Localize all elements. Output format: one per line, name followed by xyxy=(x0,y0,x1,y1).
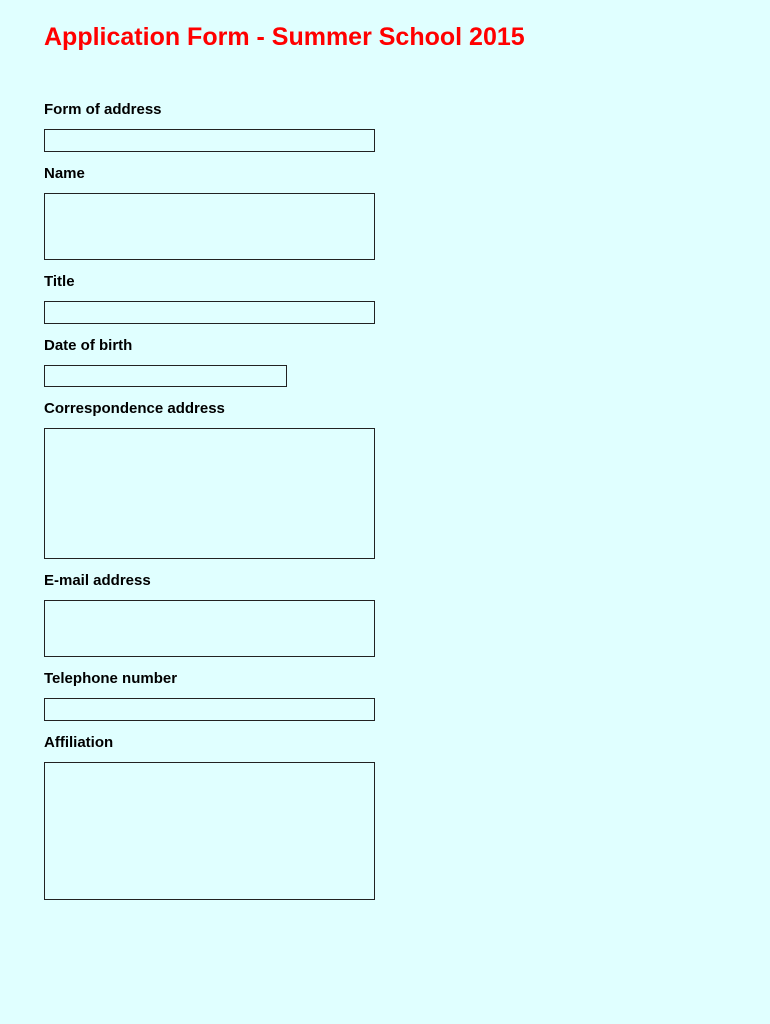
page-title: Application Form - Summer School 2015 xyxy=(44,23,525,51)
correspondence-address-label: Correspondence address xyxy=(44,400,225,417)
affiliation-input[interactable] xyxy=(44,762,375,900)
email-address-label: E-mail address xyxy=(44,572,151,589)
email-address-input[interactable] xyxy=(44,600,375,657)
name-input[interactable] xyxy=(44,193,375,260)
telephone-number-label: Telephone number xyxy=(44,670,178,687)
correspondence-address-input[interactable] xyxy=(44,428,375,559)
form-of-address-input[interactable] xyxy=(44,129,375,152)
form-of-address-label: Form of address xyxy=(44,101,162,118)
name-label: Name xyxy=(44,165,85,182)
title-input[interactable] xyxy=(44,301,375,324)
telephone-number-input[interactable] xyxy=(44,698,375,721)
affiliation-label: Affiliation xyxy=(44,734,114,751)
date-of-birth-input[interactable] xyxy=(44,365,287,387)
title-label: Title xyxy=(44,273,75,290)
date-of-birth-label: Date of birth xyxy=(44,337,133,354)
